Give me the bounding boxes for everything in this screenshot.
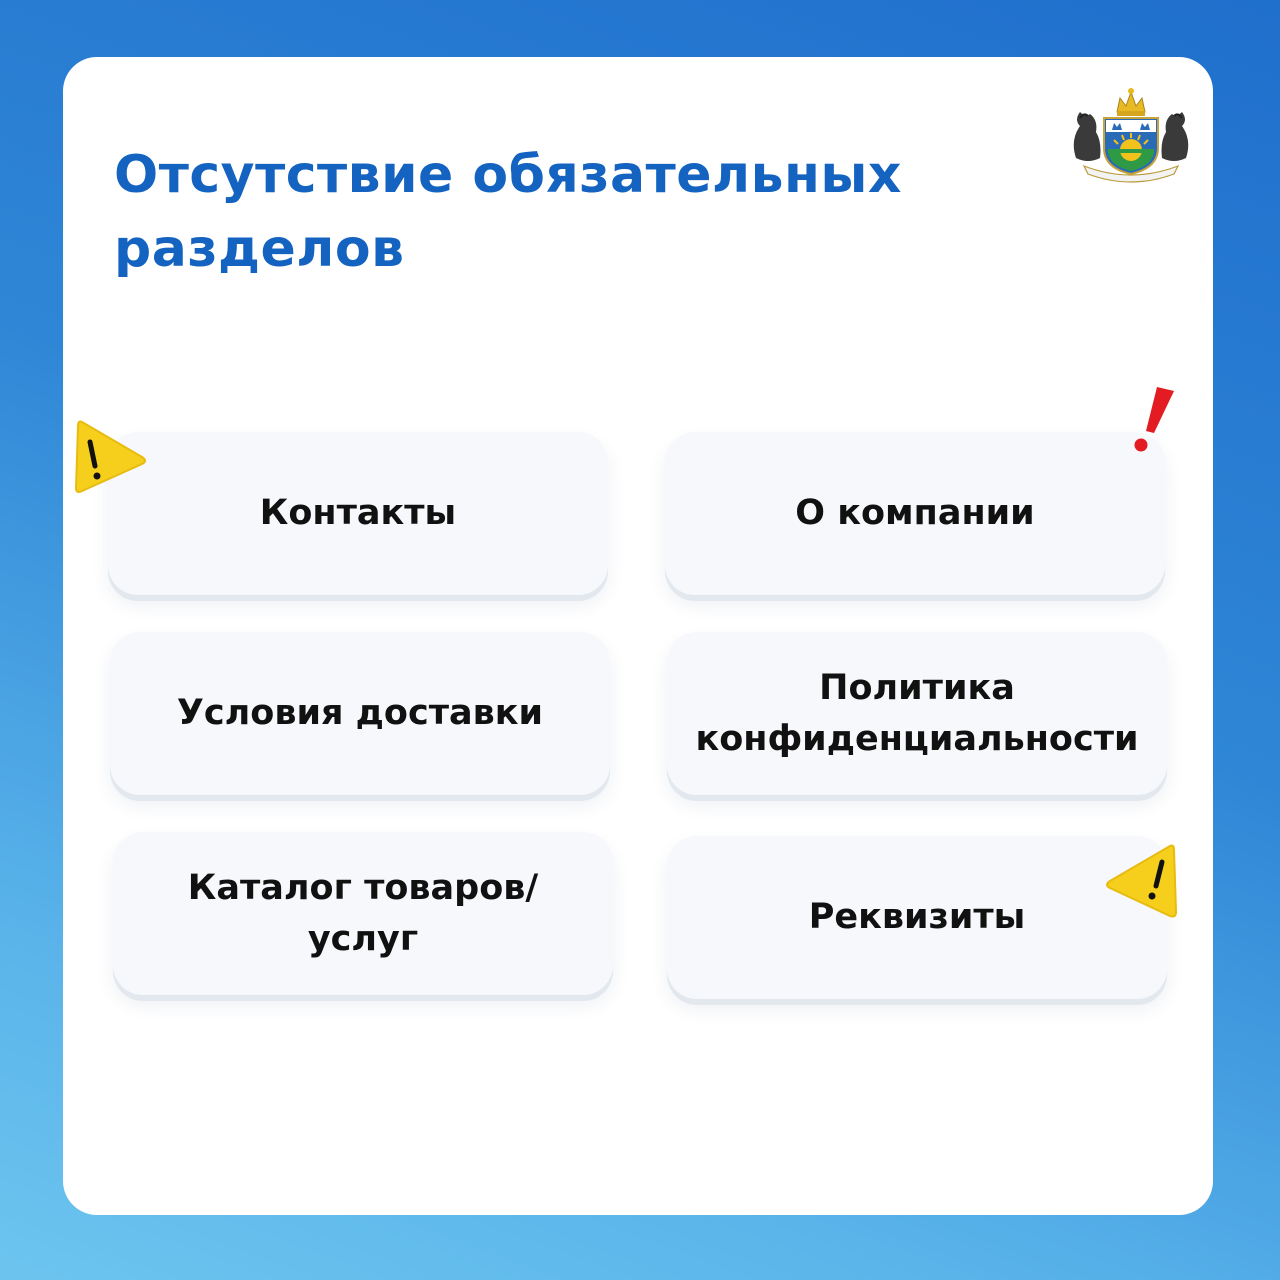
section-card-catalog <box>113 832 613 995</box>
tyumen-region-coat-of-arms-icon <box>1066 84 1196 188</box>
section-label-privacy-policy: Политика конфиденциальности <box>695 667 1139 759</box>
section-card-privacy-policy <box>667 632 1167 795</box>
section-label-contacts: Контакты <box>259 493 457 533</box>
section-label-catalog: Каталог товаров/ услуг <box>187 867 539 959</box>
exclamation-icon <box>1124 383 1180 455</box>
section-card-delivery-terms <box>110 632 610 795</box>
section-label-delivery-terms: Условия доставки <box>176 693 544 733</box>
section-card-contacts <box>108 432 608 595</box>
page-title-line-1: Отсутствие обязательных <box>114 145 902 205</box>
section-label-about-company: О компании <box>795 493 1035 533</box>
warning-triangle-icon <box>68 414 152 500</box>
section-card-requisites <box>667 836 1167 999</box>
warning-triangle-icon <box>1100 840 1184 926</box>
section-card-about-company <box>665 432 1165 595</box>
page-title <box>114 138 994 286</box>
section-label-requisites: Реквизиты <box>808 897 1026 937</box>
page-title-line-2: разделов <box>114 219 405 279</box>
